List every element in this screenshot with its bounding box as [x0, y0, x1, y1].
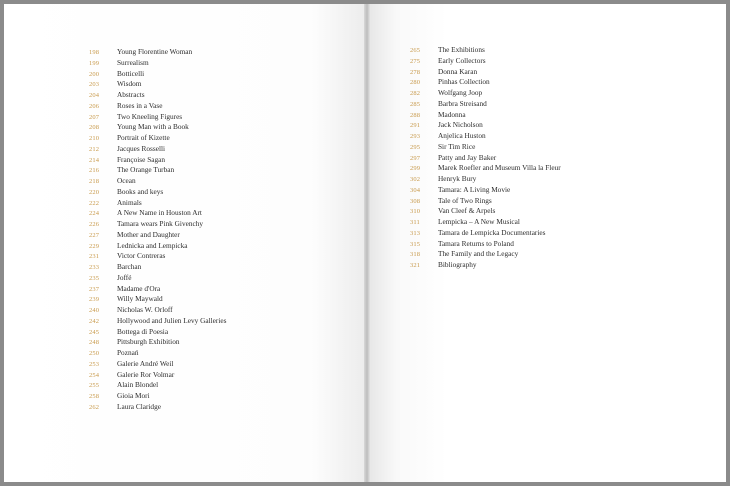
toc-entry [410, 239, 561, 250]
toc-entry [410, 153, 561, 164]
toc-entry-title: Tale of Two Rings [438, 195, 492, 205]
toc-page-number: 254 [89, 371, 100, 379]
toc-entry-title: Madonna [438, 109, 466, 119]
toc-entry [89, 112, 226, 123]
toc-entry [89, 348, 226, 359]
toc-page-number: 235 [89, 274, 100, 282]
toc-page-number: 226 [89, 221, 100, 228]
toc-page-number: 240 [89, 307, 100, 314]
toc-entry [410, 217, 561, 228]
toc-entry-title: Two Kneeling Figures [117, 111, 183, 121]
toc-page-number: 248 [89, 339, 100, 347]
toc-entry-title: Marek Roefler and Museum Villa la Fleur [438, 163, 561, 173]
toc-page-number: 233 [89, 264, 100, 271]
toc-page-number: 220 [89, 188, 100, 196]
toc-page-number: 275 [410, 57, 421, 65]
toc-entry [89, 155, 226, 166]
toc-entry [410, 99, 561, 110]
toc-entry-title: Henryk Bury [438, 174, 477, 183]
toc-page-number: 293 [410, 133, 421, 140]
toc-page-number: 198 [89, 49, 100, 56]
toc-page-number: 204 [89, 92, 100, 99]
toc-page-number: 218 [89, 178, 100, 185]
toc-page-number: 216 [89, 167, 100, 175]
toc-entry [89, 273, 226, 284]
toc-entry [410, 196, 561, 207]
toc-entry [89, 359, 226, 370]
toc-entry-title: Barchan [117, 262, 142, 271]
toc-entry-title: Lednicka and Lempicka [117, 240, 188, 250]
toc-entry-title: Portrait of Kizette [117, 133, 170, 142]
toc-entry [410, 260, 561, 271]
toc-entry-title: The Orange Turban [117, 165, 175, 175]
toc-entry [410, 142, 561, 153]
toc-entry-title: Donna Karan [438, 66, 478, 76]
toc-entry [410, 77, 561, 88]
toc-entry [410, 110, 561, 121]
toc-entry-title: Mother and Daughter [117, 229, 180, 239]
toc-page-number: 265 [410, 47, 421, 54]
toc-page-number: 255 [89, 382, 100, 390]
toc-entry [89, 316, 226, 327]
toc-entry-title: Poznań [117, 348, 139, 357]
toc-entry [410, 88, 561, 99]
toc-entry-title: Van Cleef & Arpels [438, 206, 496, 216]
toc-entry-title: The Exhibitions [438, 45, 485, 54]
toc-entry-title: Joffé [117, 272, 132, 282]
toc-entry-title: Botticelli [117, 68, 145, 78]
toc-entry-title: Young Florentine Woman [117, 47, 193, 56]
toc-entry [410, 67, 561, 78]
toc-entry [89, 144, 226, 155]
toc-page-number: 295 [410, 143, 421, 151]
toc-entry [89, 370, 226, 381]
toc-page-number: 280 [410, 79, 421, 87]
toc-entry [89, 198, 226, 209]
toc-entry [89, 176, 226, 187]
toc-entry-title: Lempicka – A New Musical [438, 217, 520, 226]
toc-entry-title: Books and keys [117, 186, 164, 196]
toc-entry [410, 206, 561, 217]
toc-entry-title: Young Man with a Book [117, 122, 189, 132]
toc-entry-title: Ocean [117, 176, 136, 185]
toc-page-number: 262 [89, 403, 100, 411]
toc-page-number: 315 [410, 240, 421, 248]
toc-page-number: 288 [410, 111, 421, 119]
toc-entry [89, 262, 226, 273]
toc-page-number: 278 [410, 68, 421, 76]
toc-entry-title: Barbra Streisand [438, 98, 487, 108]
toc-entry [410, 163, 561, 174]
toc-page-number: 302 [410, 176, 421, 183]
toc-entry [410, 120, 561, 131]
toc-entry [410, 185, 561, 196]
toc-entry [89, 305, 226, 316]
toc-page-number: 242 [89, 317, 100, 325]
toc-entry [89, 165, 226, 176]
toc-entry [89, 380, 226, 391]
toc-page-number: 311 [410, 219, 420, 226]
toc-page-number: 237 [89, 285, 100, 293]
toc-page-number: 203 [89, 81, 100, 89]
toc-page-number: 321 [410, 262, 421, 269]
toc-entry [89, 337, 226, 348]
toc-entry-title: Alain Blondel [117, 380, 159, 390]
toc-page-number: 253 [89, 360, 100, 368]
book-gutter [364, 4, 370, 482]
toc-entry-title: Jack Nicholson [438, 120, 483, 130]
toc-page-number: 208 [89, 124, 100, 132]
toc-page-number: 229 [89, 242, 100, 250]
toc-page-number: 285 [410, 100, 421, 108]
toc-entry-title: Nicholas W. Orloff [117, 305, 173, 314]
toc-page-number: 224 [89, 210, 100, 218]
toc-entry-title: Tamara: A Living Movie [438, 184, 511, 194]
toc-entry [89, 251, 226, 262]
toc-entry-title: Wolfgang Joop [438, 88, 483, 97]
toc-page-number: 308 [410, 197, 421, 205]
toc-entry [89, 294, 226, 305]
toc-entry [410, 249, 561, 260]
toc-page-number: 258 [89, 393, 100, 400]
toc-page-number: 310 [410, 208, 421, 216]
toc-entry-title: Victor Contreras [117, 251, 166, 261]
toc-page-number: 291 [410, 122, 421, 130]
toc-page-number: 200 [89, 70, 100, 78]
toc-page-number: 318 [410, 251, 421, 259]
toc-entry-title: Françoise Sagan [117, 154, 166, 164]
toc-entry [89, 101, 226, 112]
toc-page-number: 299 [410, 165, 421, 173]
toc-entry [89, 402, 226, 413]
toc-entry [89, 69, 226, 80]
toc-page-number: 245 [89, 328, 100, 336]
toc-page-number: 214 [89, 156, 100, 164]
toc-entry-title: Patty and Jay Baker [438, 152, 497, 162]
toc-entry [89, 241, 226, 252]
toc-entry-title: Pittsburgh Exhibition [117, 337, 180, 347]
toc-entry [410, 56, 561, 67]
toc-entry-title: Laura Claridge [117, 401, 161, 411]
toc-page-number: 212 [89, 145, 100, 153]
toc-page-number: 313 [410, 229, 421, 237]
toc-entry-title: Jacques Rosselli [117, 143, 166, 153]
toc-entry-title: Bibliography [438, 260, 477, 269]
toc-entry-title: Galerie André Weil [117, 358, 174, 368]
toc-entry-title: Gioia Mori [117, 391, 150, 400]
toc-page-number: 304 [410, 186, 421, 194]
toc-page-number: 210 [89, 135, 100, 142]
toc-list-left [89, 47, 226, 413]
toc-entry-title: Surrealism [117, 57, 149, 67]
toc-entry [89, 90, 226, 101]
toc-entry [89, 47, 226, 58]
toc-entry-title: Bottega di Poesia [117, 326, 169, 336]
toc-entry [410, 174, 561, 185]
toc-entry-title: Galerie Ror Volmar [117, 369, 175, 379]
toc-entry-title: Tamara de Lempicka Documentaries [438, 227, 546, 237]
toc-entry [410, 131, 561, 142]
toc-page-number: 282 [410, 90, 421, 97]
toc-page-number: 206 [89, 102, 100, 110]
toc-page-number: 250 [89, 350, 100, 357]
toc-entry [89, 219, 226, 230]
toc-page-number: 239 [89, 296, 100, 304]
toc-entry-title: Sir Tim Rice [438, 141, 476, 151]
toc-entry-title: Madame d'Ora [117, 283, 161, 293]
toc-entry-title: A New Name in Houston Art [117, 208, 202, 218]
toc-entry [89, 284, 226, 295]
toc-entry [410, 228, 561, 239]
toc-entry [89, 230, 226, 241]
toc-page-number: 199 [89, 59, 100, 67]
toc-entry-title: Willy Maywald [117, 294, 163, 304]
toc-entry [410, 45, 561, 56]
toc-entry [89, 327, 226, 338]
toc-entry [89, 122, 226, 133]
toc-entry-title: Animals [117, 197, 142, 207]
toc-page-number: 297 [410, 154, 421, 162]
toc-list-right [410, 45, 561, 271]
toc-entry-title: Wisdom [117, 79, 142, 89]
toc-entry-title: Tamara Returns to Poland [438, 238, 514, 248]
toc-entry [89, 187, 226, 198]
toc-page-number: 207 [89, 113, 100, 121]
toc-entry-title: Tamara wears Pink Givenchy [117, 219, 204, 228]
toc-page-number: 222 [89, 199, 100, 207]
toc-page-number: 227 [89, 231, 100, 239]
toc-entry-title: Anjelica Huston [438, 131, 486, 140]
toc-page-number: 231 [89, 253, 100, 261]
toc-entry-title: Roses in a Vase [117, 100, 163, 110]
toc-entry-title: Early Collectors [438, 55, 486, 65]
toc-entry [89, 208, 226, 219]
toc-entry-title: Pinhas Collection [438, 77, 490, 87]
toc-entry-title: The Family and the Legacy [438, 249, 519, 259]
toc-entry [89, 58, 226, 69]
toc-entry [89, 79, 226, 90]
toc-entry-title: Abstracts [117, 90, 145, 99]
toc-entry-title: Hollywood and Julien Levy Galleries [117, 315, 227, 325]
toc-entry [89, 133, 226, 144]
toc-entry [89, 391, 226, 402]
